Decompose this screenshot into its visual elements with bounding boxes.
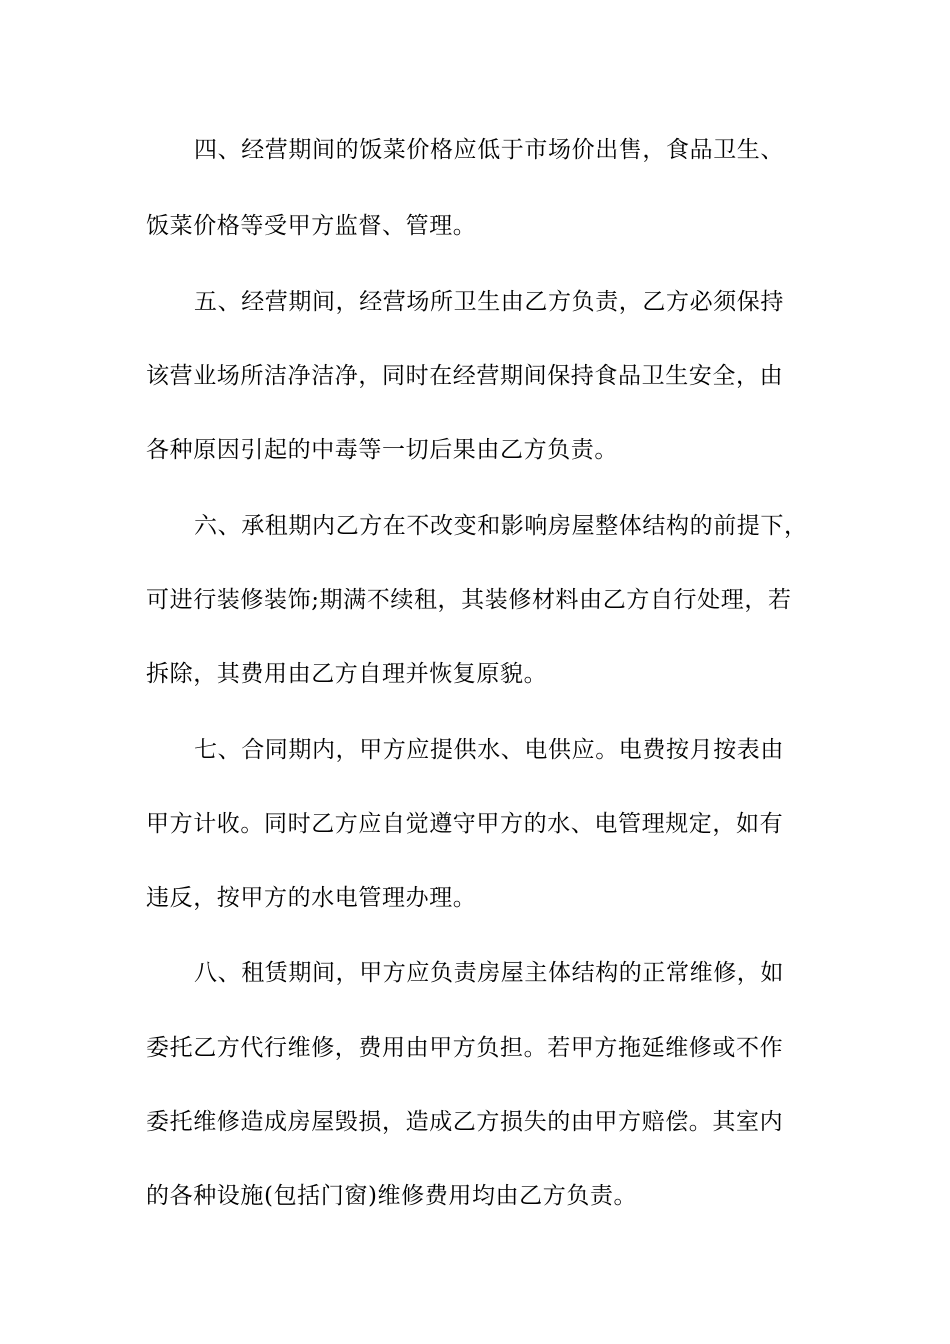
clause-8-line-1: 八、租赁期间，甲方应负责房屋主体结构的正常维修，如 <box>194 960 784 986</box>
clause-4-line-2: 饭菜价格等受甲方监督、管理。 <box>146 213 477 239</box>
clause-8-line-4: 的各种设施(包括门窗)维修费用均由乙方负责。 <box>146 1183 638 1209</box>
clause-6-line-2: 可进行装修装饰;期满不续租，其装修材料由乙方自行处理，若 <box>146 587 792 613</box>
clause-5-line-2: 该营业场所洁净洁净，同时在经营期间保持食品卫生安全，由 <box>146 363 784 389</box>
clause-7-line-1: 七、合同期内，甲方应提供水、电供应。电费按月按表由 <box>194 737 784 763</box>
clause-7-line-2: 甲方计收。同时乙方应自觉遵守甲方的水、电管理规定，如有 <box>146 811 784 837</box>
clause-6-line-3: 拆除，其费用由乙方自理并恢复原貌。 <box>146 661 548 687</box>
clause-8-line-2: 委托乙方代行维修，费用由甲方负担。若甲方拖延维修或不作 <box>146 1035 784 1061</box>
clause-5-line-3: 各种原因引起的中毒等一切后果由乙方负责。 <box>146 437 618 463</box>
clause-7-line-3: 违反，按甲方的水电管理办理。 <box>146 885 477 911</box>
clause-8-line-3: 委托维修造成房屋毁损，造成乙方损失的由甲方赔偿。其室内 <box>146 1109 784 1135</box>
clause-6-line-1: 六、承租期内乙方在不改变和影响房屋整体结构的前提下， <box>194 513 808 539</box>
clause-4-line-1: 四、经营期间的饭菜价格应低于市场价出售，食品卫生、 <box>194 137 784 163</box>
clause-5-line-1: 五、经营期间，经营场所卫生由乙方负责，乙方必须保持 <box>194 289 784 315</box>
